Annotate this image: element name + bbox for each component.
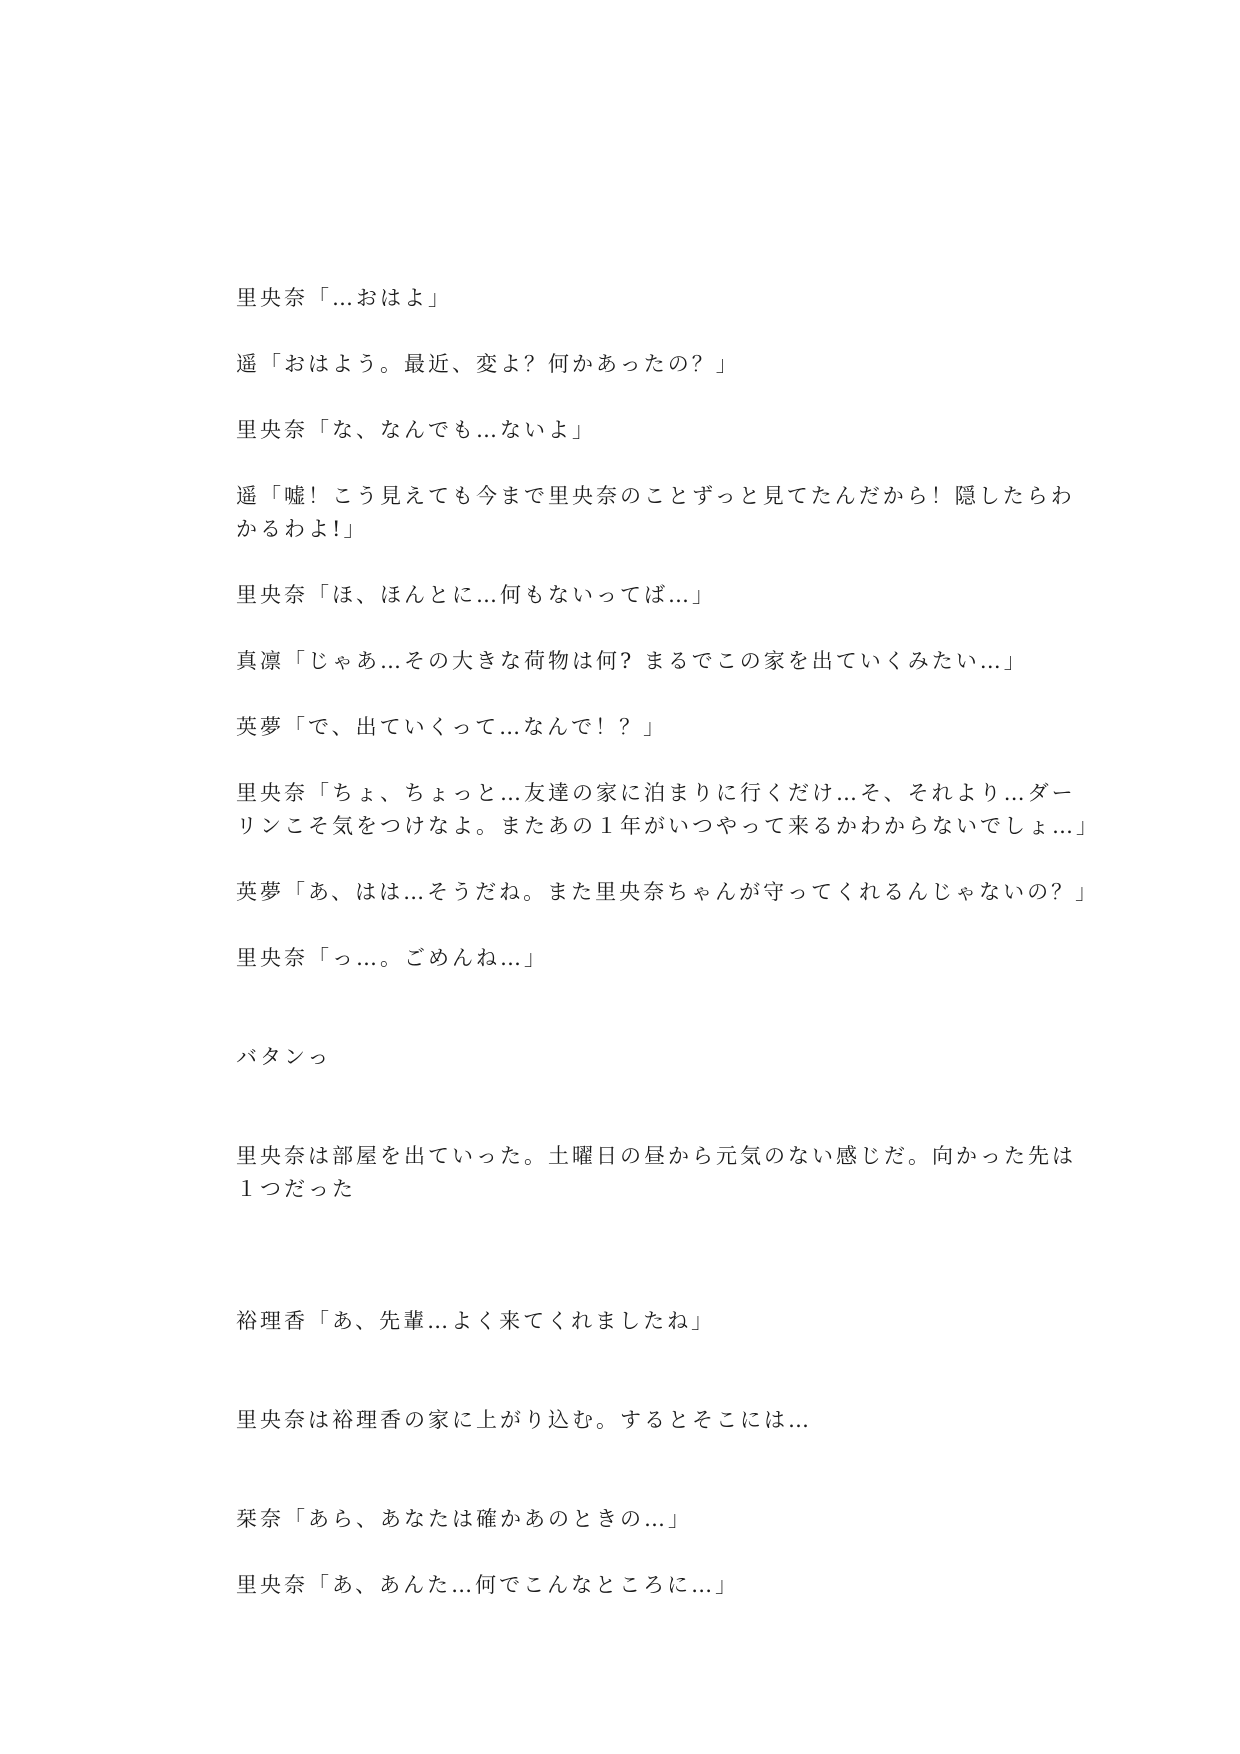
dialogue-line-8a: 里央奈「ちょ、ちょっと…友達の家に泊まりに行くだけ…そ、それより…ダー [236, 781, 1076, 805]
dialogue-line-1: 里央奈「…おはよ」 [236, 286, 452, 310]
narration-line-1a: 里央奈は部屋を出ていった。土曜日の昼から元気のない感じだ。向かった先は [236, 1144, 1076, 1168]
dialogue-line-7: 英夢「で、出ていくって…なんで！？」 [236, 715, 668, 739]
dialogue-line-5: 里央奈「ほ、ほんとに…何もないってば…」 [236, 583, 716, 607]
dialogue-line-11: 裕理香「あ、先輩…よく来てくれましたね」 [236, 1309, 716, 1333]
dialogue-line-13: 里央奈「あ、あんた…何でこんなところに…」 [236, 1573, 740, 1597]
narration-line-1b: １つだった [236, 1177, 356, 1201]
narration-line-2: 里央奈は裕理香の家に上がり込む。するとそこには… [236, 1408, 812, 1432]
dialogue-line-8b: リンこそ気をつけなよ。またあの１年がいつやって来るかわからないでしょ…」 [236, 814, 1100, 838]
dialogue-line-6: 真凛「じゃあ…その大きな荷物は何? まるでこの家を出ていくみたい…」 [236, 649, 1028, 673]
dialogue-line-12: 栞奈「あら、あなたは確かあのときの…」 [236, 1507, 692, 1531]
dialogue-line-2: 遥「おはよう。最近、変よ？何かあったの？」 [236, 352, 740, 376]
dialogue-line-10: 里央奈「っ…。ごめんね…」 [236, 946, 548, 970]
dialogue-line-3: 里央奈「な、なんでも…ないよ」 [236, 418, 596, 442]
dialogue-line-4a: 遥「嘘！こう見えても今まで里央奈のことずっと見てたんだから！隠したらわ [236, 484, 1075, 508]
dialogue-line-9: 英夢「あ、はは…そうだね。また里央奈ちゃんが守ってくれるんじゃないの？」 [236, 880, 1100, 904]
sound-effect-line: バタンっ [236, 1045, 332, 1069]
dialogue-line-4b: かるわよ!」 [236, 517, 368, 541]
